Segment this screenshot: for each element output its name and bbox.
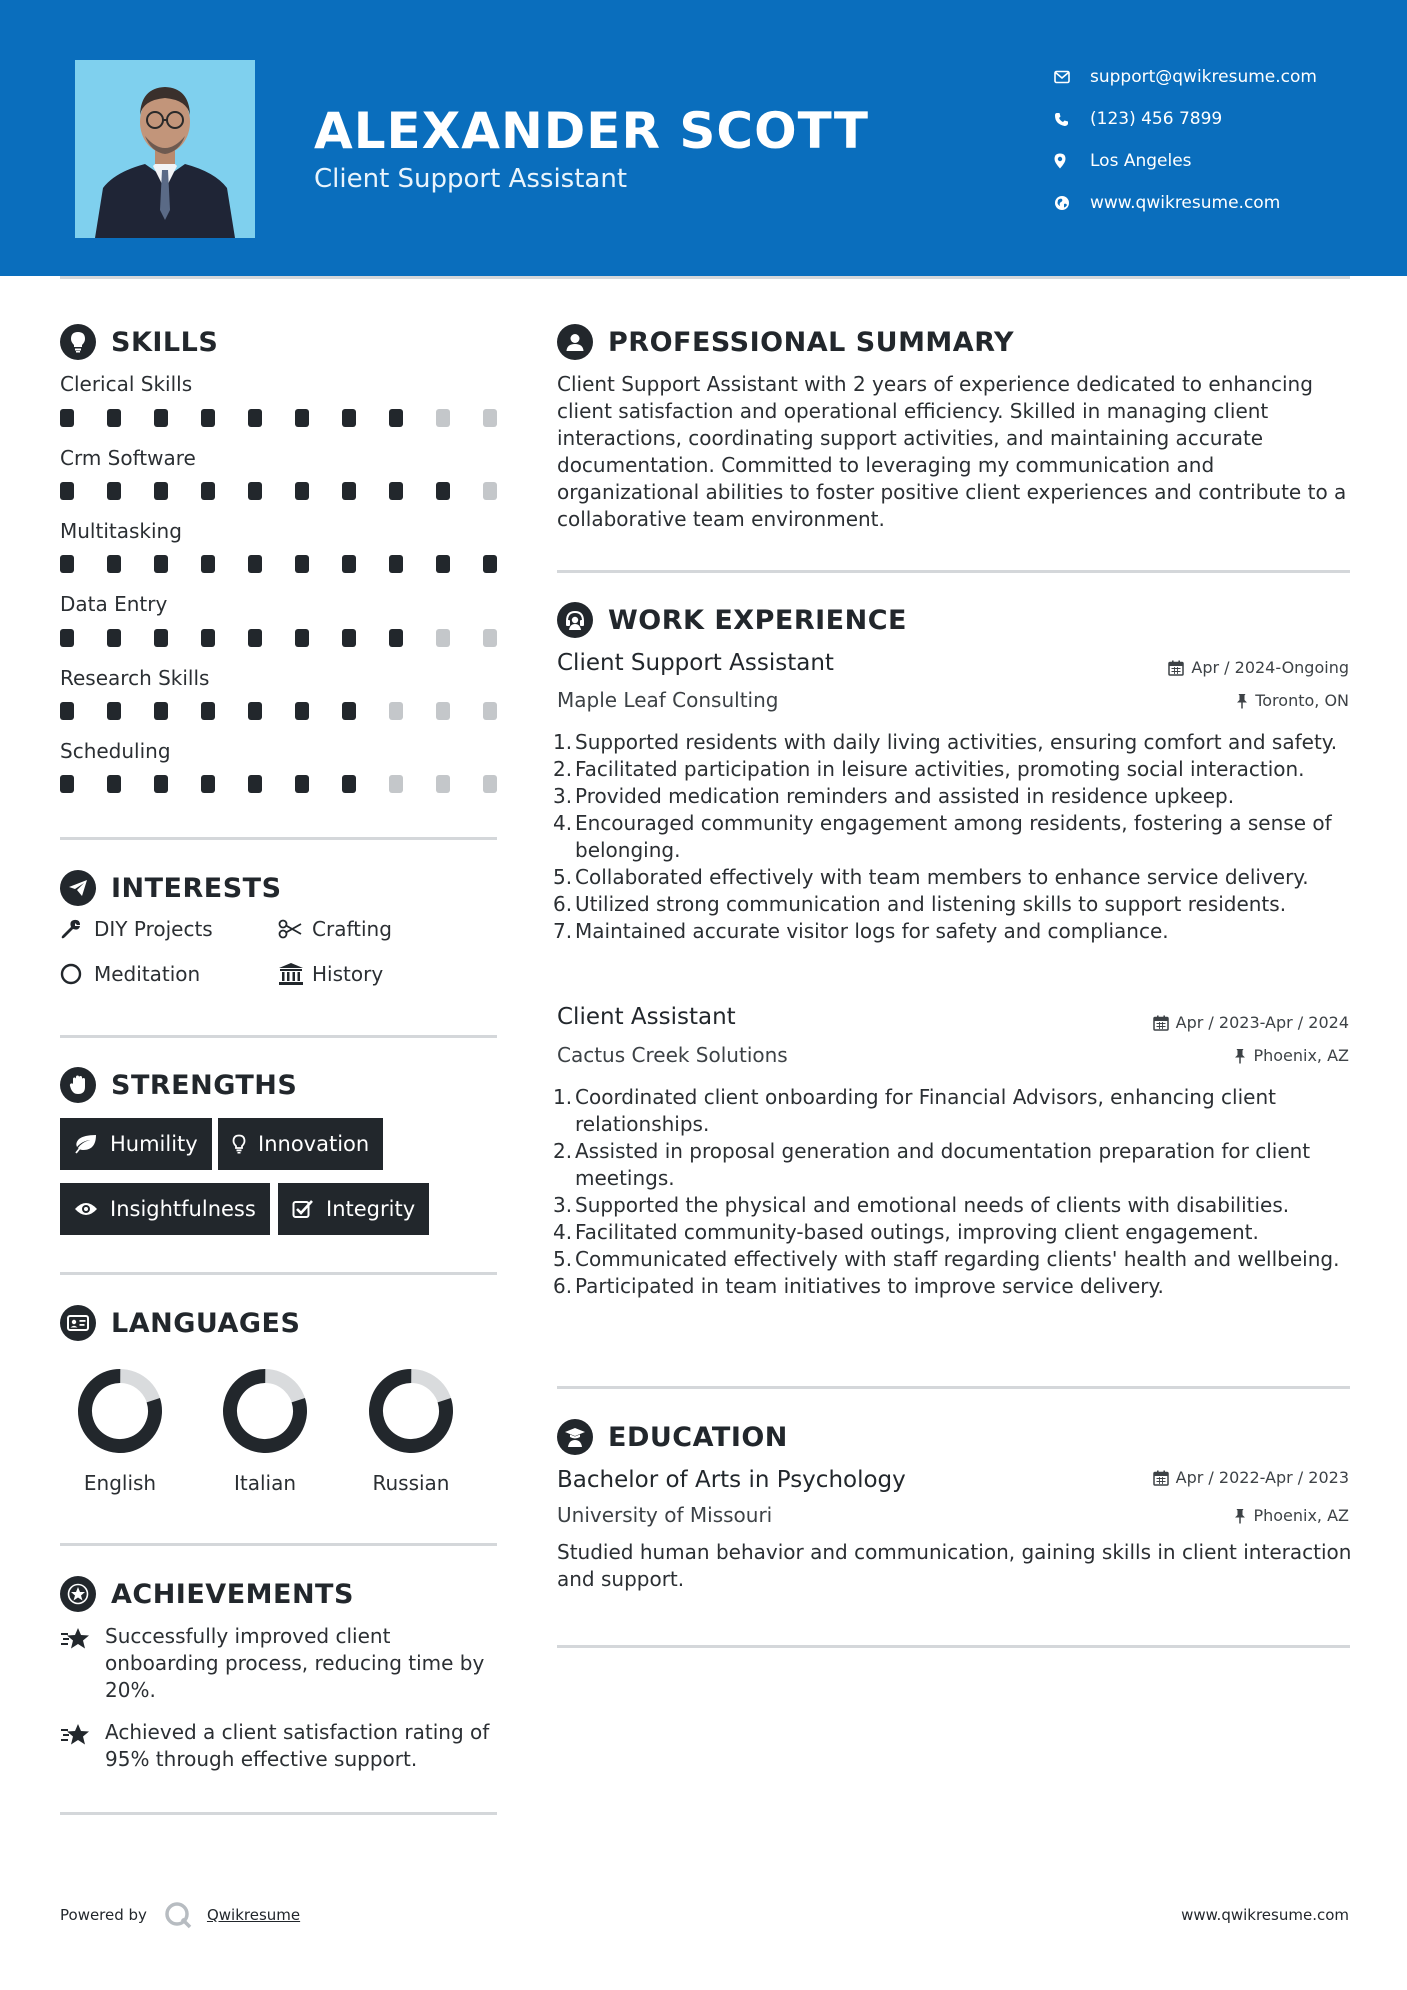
company-name: Maple Leaf Consulting (557, 688, 779, 712)
achievement-item (60, 1623, 500, 1704)
skill-rating (60, 409, 500, 427)
language-item (200, 1366, 330, 1460)
skill-dot (60, 409, 74, 427)
skill-dot (107, 775, 121, 793)
skill-dot (483, 409, 497, 427)
job-dates (1153, 1013, 1349, 1032)
leaf-icon (74, 1134, 98, 1154)
pushpin-icon (1234, 1048, 1246, 1064)
skill-dot (436, 775, 450, 793)
responsibility-number: 4. (553, 811, 573, 835)
id-card-icon (60, 1305, 96, 1341)
skill-dot (389, 555, 403, 573)
skill-dot (342, 702, 356, 720)
summary-heading (557, 324, 1014, 360)
section-divider (60, 1035, 497, 1038)
skill-dot (389, 629, 403, 647)
responsibility-text: Utilized strong communication and listening skills to support residents. (575, 892, 1287, 916)
pushpin-icon (1234, 1508, 1246, 1524)
responsibility-text: Communicated effectively with staff regarding clients' health and wellbeing. (575, 1247, 1340, 1271)
language-ring (200, 1366, 330, 1456)
skill-dot (295, 629, 309, 647)
strength-tag (278, 1183, 429, 1235)
education-location (1234, 1506, 1349, 1525)
responsibility-text: Assisted in proposal generation and documentation preparation for client meetings. (575, 1139, 1311, 1190)
responsibility-number: 2. (553, 1139, 573, 1163)
responsibility-number: 6. (553, 892, 573, 916)
contact-phone[interactable] (1054, 98, 1384, 140)
languages-heading (60, 1305, 300, 1341)
responsibility-text: Supported the physical and emotional needs of clients with disabilities. (575, 1193, 1290, 1217)
interests-heading (60, 870, 282, 906)
interest-item (278, 917, 392, 941)
skill-dot (201, 555, 215, 573)
job-responsibilities (553, 729, 1357, 945)
responsibility-text: Encouraged community engagement among residents, fostering a sense of belonging. (575, 811, 1332, 862)
skill-dot (436, 629, 450, 647)
qwikresume-logo-icon (163, 1900, 193, 1930)
section-divider (60, 1812, 497, 1815)
skill-dot (483, 702, 497, 720)
skill-dot (248, 482, 262, 500)
footer-website[interactable]: www.qwikresume.com (1181, 1906, 1349, 1924)
strengths-title: STRENGTHS (111, 1069, 298, 1101)
skill-dot (389, 702, 403, 720)
responsibility-number: 2. (553, 757, 573, 781)
checkbox-icon (292, 1199, 314, 1219)
skill-rating (60, 775, 500, 793)
contact-website[interactable] (1054, 182, 1384, 224)
interest-label: Crafting (312, 917, 392, 941)
responsibility-text: Maintained accurate visitor logs for safety and compliance. (575, 919, 1169, 943)
responsibility-item (553, 864, 1357, 891)
job-title: Client Support Assistant (557, 650, 834, 676)
section-divider (60, 837, 497, 840)
skills-heading (60, 324, 218, 360)
skill-dot (154, 775, 168, 793)
responsibility-item (553, 1138, 1357, 1192)
skill-dot (60, 702, 74, 720)
star-icon (60, 1719, 105, 1773)
calendar-icon (1153, 1015, 1169, 1031)
interest-label: Meditation (94, 962, 201, 986)
responsibility-number: 5. (553, 865, 573, 889)
contact-email-text: support@qwikresume.com (1090, 67, 1317, 87)
responsibility-item (553, 783, 1357, 810)
skill-dot (295, 482, 309, 500)
language-ring-fill (76, 1367, 164, 1455)
contact-location (1054, 140, 1384, 182)
skill-dot (295, 702, 309, 720)
skill-dot (60, 629, 74, 647)
responsibility-item (553, 1084, 1357, 1138)
interest-item (278, 962, 383, 986)
resume-header (0, 0, 1407, 276)
job-location (1236, 691, 1349, 710)
responsibility-item (553, 1219, 1357, 1246)
skill-dot (201, 702, 215, 720)
strength-tag (218, 1118, 383, 1170)
strength-label: Innovation (258, 1132, 370, 1156)
skill-dot (154, 629, 168, 647)
summary-text: Client Support Assistant with 2 years of experience dedicated to enhancing client satisfaction and operational efficiency. Skilled in managing client interactions, coordinating support activities, and maintaining accurate documentation. Committed to leveraging my communication and organizational abilities to foster positive client experiences and contribute to a collaborative team environment. (557, 372, 1347, 531)
skill-dot (436, 555, 450, 573)
responsibility-text: Facilitated community-based outings, improving client engagement. (575, 1220, 1259, 1244)
museum-icon (278, 962, 312, 986)
responsibility-item (553, 1273, 1357, 1300)
skill-dot (389, 482, 403, 500)
pushpin-icon (1236, 693, 1248, 709)
job-responsibilities (553, 1084, 1357, 1300)
skill-dot (154, 555, 168, 573)
responsibility-number: 3. (553, 1193, 573, 1217)
map-pin-icon (1054, 153, 1090, 169)
skill-dot (107, 629, 121, 647)
responsibility-item (553, 918, 1357, 945)
skill-dot (342, 409, 356, 427)
job-dates-text: Apr / 2023-Apr / 2024 (1175, 1013, 1349, 1032)
skill-dot (483, 555, 497, 573)
strength-label: Integrity (326, 1197, 416, 1221)
contact-website-text: www.qwikresume.com (1090, 193, 1281, 213)
skill-dot (436, 409, 450, 427)
job-dates-text: Apr / 2024-Ongoing (1191, 658, 1349, 677)
skill-dot (436, 482, 450, 500)
language-name: Italian (233, 1471, 297, 1495)
contact-location-text: Los Angeles (1090, 151, 1192, 171)
skill-dot (483, 629, 497, 647)
calendar-icon (1168, 660, 1184, 676)
school-name: University of Missouri (557, 1503, 773, 1527)
language-item (346, 1366, 476, 1460)
strength-label: Insightfulness (110, 1197, 256, 1221)
skill-dot (342, 482, 356, 500)
skills-title: SKILLS (111, 326, 219, 358)
skill-dot (342, 629, 356, 647)
skill-dot (248, 702, 262, 720)
company-name: Cactus Creek Solutions (557, 1043, 788, 1067)
job-location-text: Toronto, ON (1255, 691, 1349, 710)
eye-icon (74, 1201, 98, 1217)
candidate-title: Client Support Assistant (314, 164, 628, 194)
skill-dot (483, 775, 497, 793)
achievements-title: ACHIEVEMENTS (111, 1578, 354, 1610)
skill-dot (342, 775, 356, 793)
star-icon (60, 1623, 105, 1704)
phone-icon (1054, 112, 1090, 127)
responsibility-text: Facilitated participation in leisure activities, promoting social interaction. (575, 757, 1305, 781)
powered-by-label: Powered by (60, 1906, 147, 1924)
skill-dot (60, 775, 74, 793)
skill-dot (60, 482, 74, 500)
job-title: Client Assistant (557, 1004, 736, 1030)
strengths-heading (60, 1067, 297, 1103)
language-item (55, 1366, 185, 1460)
experience-title: WORK EXPERIENCE (608, 604, 907, 636)
skill-dot (154, 702, 168, 720)
interest-item (60, 917, 213, 941)
skill-dot (248, 409, 262, 427)
lightbulb-icon (60, 324, 96, 360)
skill-dot (154, 482, 168, 500)
education-dates (1153, 1468, 1349, 1487)
strength-label: Humility (110, 1132, 198, 1156)
skill-rating (60, 555, 500, 573)
contact-email[interactable] (1054, 56, 1384, 98)
skill-dot (60, 555, 74, 573)
languages-title: LANGUAGES (111, 1307, 301, 1339)
job-location (1234, 1046, 1349, 1065)
skill-name: Research Skills (60, 666, 210, 690)
interest-label: History (312, 962, 384, 986)
skill-dot (483, 482, 497, 500)
responsibility-number: 1. (553, 730, 573, 754)
job-location-text: Phoenix, AZ (1253, 1046, 1349, 1065)
language-name: Russian (372, 1471, 450, 1495)
section-divider (557, 1645, 1350, 1648)
circle-icon (60, 963, 94, 985)
responsibility-text: Provided medication reminders and assisted in residence upkeep. (575, 784, 1235, 808)
contact-phone-text: (123) 456 7899 (1090, 109, 1223, 129)
contact-list (1054, 56, 1384, 224)
headset-icon (557, 602, 593, 638)
interest-item (60, 962, 200, 986)
profile-photo (75, 60, 255, 238)
hand-icon (60, 1067, 96, 1103)
brand-link[interactable]: Qwikresume (206, 1906, 301, 1924)
responsibility-number: 6. (553, 1274, 573, 1298)
header-divider (60, 276, 1350, 279)
education-heading (557, 1419, 788, 1455)
skill-dot (107, 555, 121, 573)
skill-dot (389, 775, 403, 793)
skill-dot (295, 409, 309, 427)
skill-dot (107, 702, 121, 720)
skill-dot (248, 775, 262, 793)
skill-name: Data Entry (60, 592, 168, 616)
skill-name: Clerical Skills (60, 372, 193, 396)
graduate-icon (557, 1419, 593, 1455)
envelope-icon (1054, 70, 1090, 84)
skill-dot (201, 629, 215, 647)
responsibility-item (553, 1246, 1357, 1273)
education-dates-text: Apr / 2022-Apr / 2023 (1175, 1468, 1349, 1487)
section-divider (557, 570, 1350, 573)
skill-name: Crm Software (60, 446, 196, 470)
responsibility-number: 1. (553, 1085, 573, 1109)
job-dates (1168, 658, 1349, 677)
responsibility-text: Participated in team initiatives to improve service delivery. (575, 1274, 1164, 1298)
skill-dot (107, 409, 121, 427)
summary-title: PROFESSIONAL SUMMARY (608, 326, 1015, 358)
candidate-name: ALEXANDER SCOTT (314, 102, 869, 160)
skill-rating (60, 629, 500, 647)
skill-dot (436, 702, 450, 720)
education-description: Studied human behavior and communication, gaining skills in client interaction and support. (557, 1540, 1352, 1591)
achievement-text: Achieved a client satisfaction rating of 95% through effective support. (105, 1720, 490, 1771)
skill-dot (107, 482, 121, 500)
skill-dot (342, 555, 356, 573)
responsibility-item (553, 810, 1357, 864)
responsibility-number: 3. (553, 784, 573, 808)
skill-dot (248, 629, 262, 647)
skill-dot (201, 482, 215, 500)
education-title: EDUCATION (608, 1421, 788, 1453)
paper-plane-icon (60, 870, 96, 906)
language-ring (346, 1366, 476, 1456)
scissors-icon (278, 919, 312, 939)
interest-label: DIY Projects (94, 917, 213, 941)
language-ring (55, 1366, 185, 1456)
wrench-icon (60, 918, 94, 940)
responsibility-text: Coordinated client onboarding for Financial Advisors, enhancing client relationships. (575, 1085, 1276, 1136)
responsibility-number: 7. (553, 919, 573, 943)
lightbulb-icon (232, 1134, 246, 1154)
degree-title: Bachelor of Arts in Psychology (557, 1467, 906, 1493)
language-name: English (83, 1471, 157, 1495)
skill-rating (60, 702, 500, 720)
skill-dot (389, 409, 403, 427)
skill-dot (201, 775, 215, 793)
user-icon (557, 324, 593, 360)
section-divider (60, 1272, 497, 1275)
language-ring-fill (221, 1367, 309, 1455)
strength-tag (60, 1183, 270, 1235)
skill-dot (295, 555, 309, 573)
skill-rating (60, 482, 500, 500)
strength-tag (60, 1118, 212, 1170)
education-location-text: Phoenix, AZ (1253, 1506, 1349, 1525)
responsibility-text: Supported residents with daily living activities, ensuring comfort and safety. (575, 730, 1338, 754)
responsibility-item (553, 729, 1357, 756)
globe-icon (1054, 195, 1090, 211)
star-badge-icon (60, 1576, 96, 1612)
achievement-text: Successfully improved client onboarding process, reducing time by 20%. (105, 1624, 485, 1702)
section-divider (60, 1543, 497, 1546)
skill-dot (248, 555, 262, 573)
achievements-heading (60, 1576, 354, 1612)
responsibility-item (553, 891, 1357, 918)
skill-name: Scheduling (60, 739, 171, 763)
calendar-icon (1153, 1470, 1169, 1486)
skill-dot (154, 409, 168, 427)
skill-dot (295, 775, 309, 793)
section-divider (557, 1386, 1350, 1389)
achievement-item (60, 1719, 500, 1773)
footer-powered-by (60, 1900, 300, 1930)
responsibility-text: Collaborated effectively with team members to enhance service delivery. (575, 865, 1309, 889)
responsibility-item (553, 1192, 1357, 1219)
experience-heading (557, 602, 907, 638)
responsibility-item (553, 756, 1357, 783)
language-ring-fill (367, 1367, 455, 1455)
responsibility-number: 5. (553, 1247, 573, 1271)
interests-title: INTERESTS (111, 872, 282, 904)
responsibility-number: 4. (553, 1220, 573, 1244)
skill-name: Multitasking (60, 519, 182, 543)
skill-dot (201, 409, 215, 427)
